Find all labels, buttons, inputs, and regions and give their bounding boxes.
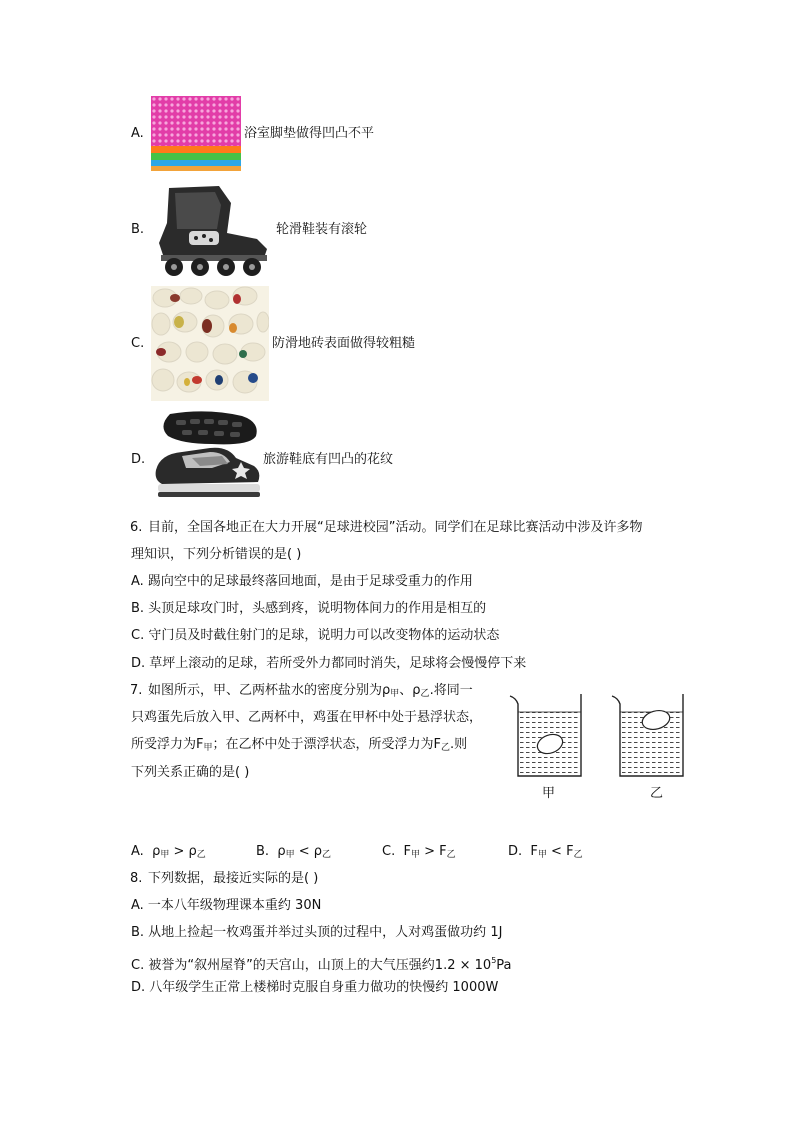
answer-option-d[interactable]: D. $F_甲 < F_乙$ xyxy=(508,844,583,860)
question-stem-line: 如图所示，甲、乙两杯盐水的密度分别为$\rho_甲$、$\rho_乙$.将同一 xyxy=(148,683,473,699)
answer-option-b[interactable]: B. 头顶足球攻门时，头感到疼，说明物体间力的作用是相互的 xyxy=(131,601,487,616)
beaker-right xyxy=(612,694,683,776)
answer-option-b[interactable]: B. $\rho_甲 < \rho_乙$ xyxy=(256,844,332,860)
question-stem-line: 所受浮力为$F_甲$；在乙杯中处于漂浮状态，所受浮力为$F_乙$.则 xyxy=(131,737,468,753)
answer-option-d[interactable]: D. 草坪上滚动的足球，若所受外力都同时消失，足球将会慢慢停下来 xyxy=(131,656,527,671)
option-text: 浴室脚垫做得凹凸不平 xyxy=(244,126,375,141)
bath-mat-image xyxy=(151,96,241,171)
answer-option-d[interactable]: D. 八年级学生正常上楼梯时克服自身重力做功的快慢约 1000W xyxy=(131,980,499,995)
answer-option-c[interactable]: C. 被誉为“叙州屋脊”的天宫山，山顶上的大气压强约$1.2 \times 10^5Pa$ xyxy=(131,956,512,973)
option-letter: B. xyxy=(131,222,145,237)
question-stem-line: 下列数据，最接近实际的是( ) xyxy=(148,871,319,886)
question-number: 6. xyxy=(130,520,143,535)
beakers-figure xyxy=(508,690,694,786)
option-letter: D. xyxy=(131,452,146,467)
question-stem-line: 目前，全国各地正在大力开展“足球进校园”活动。同学们在足球比赛活动中涉及许多物 xyxy=(148,520,643,535)
option-text: 防滑地砖表面做得较粗糙 xyxy=(272,336,416,351)
answer-option-c[interactable]: C. 守门员及时截住射门的足球，说明力可以改变物体的运动状态 xyxy=(131,628,500,643)
sneaker-image xyxy=(152,410,262,498)
option-letter: C. xyxy=(131,336,145,351)
roller-skate-image xyxy=(149,183,274,278)
question-number: 8. xyxy=(130,871,143,886)
question-stem-line: 只鸡蛋先后放入甲、乙两杯中，鸡蛋在甲杯中处于悬浮状态， xyxy=(131,710,483,725)
answer-option-a[interactable]: A. 踢向空中的足球最终落回地面，是由于足球受重力的作用 xyxy=(131,574,473,589)
option-text: 旅游鞋底有凹凸的花纹 xyxy=(263,452,394,467)
beaker-left xyxy=(510,694,581,776)
answer-option-a[interactable]: A. $\rho_甲 > \rho_乙$ xyxy=(131,844,206,860)
antislip-tile-image xyxy=(151,286,269,401)
answer-option-b[interactable]: B. 从地上捡起一枚鸡蛋并举过头顶的过程中，人对鸡蛋做功约 1J xyxy=(131,925,503,940)
question-stem-line: 理知识，下列分析错误的是( ) xyxy=(131,547,302,562)
question-stem-line: 下列关系正确的是( ) xyxy=(131,765,250,780)
question-number: 7. xyxy=(130,683,143,698)
option-text: 轮滑鞋装有滚轮 xyxy=(276,222,368,237)
answer-option-a[interactable]: A. 一本八年级物理课本重约 30N xyxy=(131,898,322,913)
answer-option-c[interactable]: C. $F_甲 > F_乙$ xyxy=(382,844,456,860)
beaker-right-label: 乙 xyxy=(650,786,664,801)
beaker-left-label: 甲 xyxy=(542,786,556,801)
option-letter: A. xyxy=(131,126,144,141)
